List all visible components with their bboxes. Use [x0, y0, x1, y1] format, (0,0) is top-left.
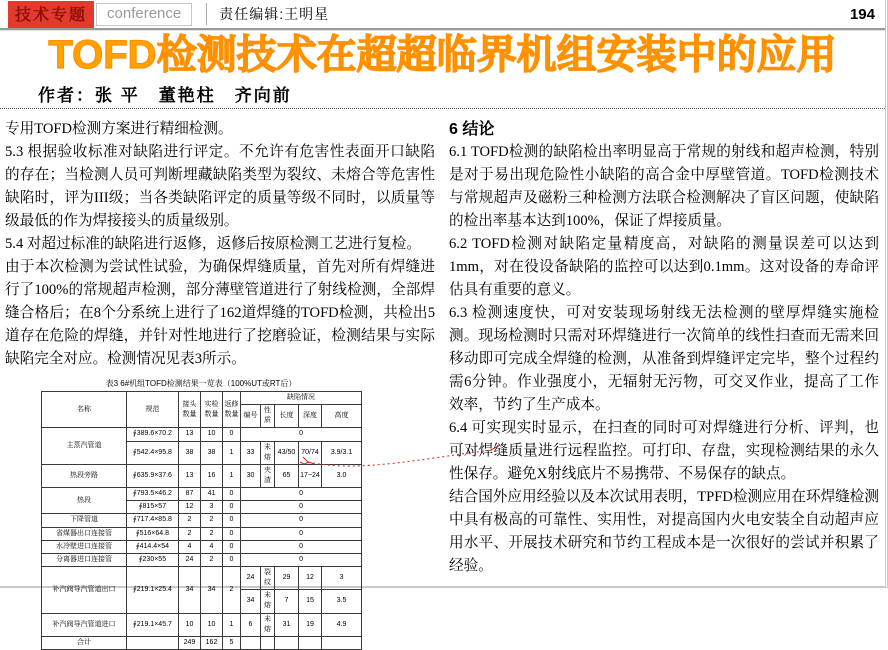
cell-inspected: 2: [201, 527, 223, 540]
col-header-defect-height: 高度: [322, 405, 362, 428]
cell-repaired: 1: [223, 441, 241, 464]
cell-defect-length: 31: [275, 613, 299, 636]
cell-spec: ∮542.4×95.8: [127, 441, 179, 464]
cell-spec: ∮219.1×45.7: [127, 613, 179, 636]
cell-joints: 4: [179, 540, 201, 553]
cell-defect-length: 65: [275, 464, 299, 487]
body-paragraph: 6.2 TOFD检测对缺陷定量精度高，对缺陷的测量误差可以达到1mm，对在役设备缺陷的监控可以达到0.1mm。这对设备的寿命评估具有重要的意义。: [449, 236, 879, 298]
cell-defect-merged: 0: [241, 488, 362, 501]
cell-defect-length: 29: [275, 566, 299, 589]
cell-joints: 87: [179, 488, 201, 501]
cell-spec: ∮793.5×46.2: [127, 488, 179, 501]
cell-defect-merged: 0: [241, 527, 362, 540]
cell-inspected: 3: [201, 501, 223, 514]
body-paragraph: 专用TOFD检测方案进行精细检测。: [5, 121, 233, 137]
cell-inspected: 38: [201, 441, 223, 464]
cell-repaired: 0: [223, 428, 241, 441]
cell-name: 合计: [42, 636, 127, 649]
cell-repaired: 1: [223, 613, 241, 636]
cell-defect-merged: 0: [241, 514, 362, 527]
cell-repaired: 0: [223, 514, 241, 527]
cell-defect-height: 4.9: [322, 613, 362, 636]
cell-defect-nature: 未熔: [261, 441, 275, 464]
cell-repaired: 0: [223, 527, 241, 540]
cell-name: 补汽阀导汽管道进口: [42, 613, 127, 636]
cell-joints: 13: [179, 428, 201, 441]
cell-defect-depth: 12: [299, 566, 322, 589]
col-header-defect-nature: 性质: [261, 405, 275, 428]
cell-inspected: 16: [201, 464, 223, 487]
cell-name: 下降管道: [42, 514, 127, 527]
cell-inspected: 34: [201, 566, 223, 613]
cell-defect-length: [275, 636, 299, 649]
conclusion-heading: 6 结论: [449, 121, 495, 138]
cell-defect-height: 3.0: [322, 464, 362, 487]
cell-joints: 34: [179, 566, 201, 613]
body-paragraph: 6.1 TOFD检测的缺陷检出率明显高于常规的射线和超声检测，特别是对于易出现危险性小缺陷的高合金中厚壁管道。TOFD检测技术与常规超声及磁粉三种检测方法联合检测解决了盲区问题，使缺陷的检出率基本达到100%，保证了焊接质量。: [449, 144, 879, 229]
cell-repaired: 1: [223, 464, 241, 487]
cell-defect-height: [322, 636, 362, 649]
col-header-inspected: 实检数量: [201, 392, 223, 428]
cell-repaired: 0: [223, 501, 241, 514]
authors-line: 作者：张 平 董艳柱 齐向前: [38, 86, 292, 105]
cell-defect-height: 3: [322, 566, 362, 589]
table-row: [42, 540, 362, 553]
cell-defect-depth: 70/74: [299, 441, 322, 464]
cell-defect-no: 6: [241, 613, 261, 636]
cell-repaired: 5: [223, 636, 241, 649]
table-row: [42, 514, 362, 527]
col-header-repaired: 返修数量: [223, 392, 241, 428]
col-header-defect-length: 长度: [275, 405, 299, 428]
results-table: [41, 391, 362, 650]
cell-defect-merged: 0: [241, 553, 362, 566]
cell-spec: ∮230×55: [127, 553, 179, 566]
cell-repaired: 0: [223, 540, 241, 553]
cell-spec: ∮717.4×85.8: [127, 514, 179, 527]
table-total-row: [42, 636, 362, 649]
cell-name: 水冷壁进口连接管: [42, 540, 127, 553]
cell-defect-no: 24: [241, 566, 261, 589]
cell-defect-merged: 0: [241, 540, 362, 553]
col-header-defect-group: 缺陷情况: [241, 392, 362, 405]
left-column: [5, 118, 435, 650]
cell-inspected: 2: [201, 514, 223, 527]
cell-spec: ∮219.1×25.4: [127, 566, 179, 613]
right-column: [449, 118, 879, 650]
cell-inspected: 4: [201, 540, 223, 553]
conference-label: conference: [96, 3, 192, 26]
editor-label: 责任编辑:王明星: [219, 6, 330, 22]
table-row: [42, 527, 362, 540]
results-table-block: [41, 378, 361, 650]
table-row: [42, 613, 362, 636]
cell-defect-nature: 夹渣: [261, 464, 275, 487]
cell-inspected: 10: [201, 613, 223, 636]
topic-badge: 技术专题: [8, 1, 94, 28]
cell-joints: 12: [179, 501, 201, 514]
body-paragraph: 6.4 可实现实时显示，在扫查的同时可对焊缝进行分析、评判，也可对焊缝质量进行远程监控。可打印、存盘，实现检测结果的永久性保存。避免X射线底片不易携带、不易保存的缺点。: [449, 420, 879, 482]
col-header-spec: 规范: [127, 392, 179, 428]
table-header-row: [42, 392, 362, 405]
col-header-defect-no: 编号: [241, 405, 261, 428]
cell-defect-no: 30: [241, 464, 261, 487]
cell-name: 热段旁路: [42, 464, 127, 487]
cell-name: 省煤器出口连接管: [42, 527, 127, 540]
cell-defect-depth: 15: [299, 590, 322, 613]
page-header: [0, 0, 885, 26]
cell-spec: [127, 636, 179, 649]
table-row: [42, 428, 362, 441]
page-number: 194: [849, 5, 875, 23]
two-column-body: [0, 109, 885, 650]
table-row: [42, 464, 362, 487]
cell-defect-nature: 裂纹: [261, 566, 275, 589]
cell-defect-no: 33: [241, 441, 261, 464]
cell-repaired: 2: [223, 566, 241, 613]
table-row: [42, 488, 362, 501]
cell-repaired: 0: [223, 488, 241, 501]
cell-joints: 2: [179, 514, 201, 527]
body-paragraph: 结合国外应用经验以及本次试用表明，TPFD检测应用在环焊缝检测中具有极高的可靠性、实用性，对提高国内火电安装全自动超声应用水平、开展技术研究和节约工程成本是一次很好的尝试并积累了经验。: [449, 489, 879, 574]
cell-inspected: 2: [201, 553, 223, 566]
cell-defect-depth: 19: [299, 613, 322, 636]
body-paragraph: 5.3 根据验收标准对缺陷进行评定。不允许有危害性表面开口缺陷的存在；当检测人员可判断埋藏缺陷类型为裂纹、未熔合等危害性缺陷时，评为III级；当各类缺陷评定的质量等级不同时，以质量等级最低的作为焊接接头的质量级别。: [5, 144, 435, 229]
table-row: [42, 566, 362, 589]
cell-spec: ∮516×64.8: [127, 527, 179, 540]
cell-joints: 10: [179, 613, 201, 636]
cell-defect-height: 3.5: [322, 590, 362, 613]
cell-defect-depth: [299, 636, 322, 649]
cell-defect-depth: 17~24: [299, 464, 322, 487]
cell-inspected: 10: [201, 428, 223, 441]
body-paragraph: 5.4 对超过标准的缺陷进行返修，返修后按原检测工艺进行复检。: [5, 236, 421, 252]
cell-defect-no: [241, 636, 261, 649]
cell-defect-no: 34: [241, 590, 261, 613]
cell-name: 补汽阀导汽管道出口: [42, 566, 127, 613]
cell-joints: 38: [179, 441, 201, 464]
cell-defect-merged: 0: [241, 428, 362, 441]
col-header-name: 名称: [42, 392, 127, 428]
header-divider: [206, 3, 207, 25]
cell-joints: 249: [179, 636, 201, 649]
body-paragraph: 6.3 检测速度快，可对安装现场射线无法检测的壁厚焊缝实施检测。现场检测时只需对环焊缝进行一次简单的线性扫查而无需来回移动即可完成全焊缝的检测，从准备到焊缝评定完毕，整个过程约需6分钟。作业强度小，无辐射无污物，可交叉作业，提高了工作效率，节约了生产成本。: [449, 305, 879, 413]
cell-name: 主蒸汽管道: [42, 428, 127, 464]
cell-defect-length: 7: [275, 590, 299, 613]
cell-name: 热段: [42, 488, 127, 514]
cell-repaired: 0: [223, 553, 241, 566]
cell-name: 分离器进口连接管: [42, 553, 127, 566]
cell-spec: ∮414.4×54: [127, 540, 179, 553]
cell-inspected: 41: [201, 488, 223, 501]
cell-defect-merged: 0: [241, 501, 362, 514]
cell-spec: ∮389.6×70.2: [127, 428, 179, 441]
cell-inspected: 162: [201, 636, 223, 649]
cell-joints: 24: [179, 553, 201, 566]
cell-joints: 13: [179, 464, 201, 487]
table-row: [42, 553, 362, 566]
article-title: TOFD检测技术在超超临界机组安装中的应用: [48, 33, 837, 77]
header-rule: [0, 28, 885, 31]
col-header-defect-depth: 深度: [299, 405, 322, 428]
cell-defect-height: 3.9/3.1: [322, 441, 362, 464]
cell-defect-nature: 未熔: [261, 613, 275, 636]
cell-spec: ∮635.9×37.6: [127, 464, 179, 487]
cell-defect-nature: 未熔: [261, 590, 275, 613]
col-header-joints: 接头数量: [179, 392, 201, 428]
cell-defect-nature: [261, 636, 275, 649]
cell-spec: ∮815×57: [127, 501, 179, 514]
cell-defect-length: 43/50: [275, 441, 299, 464]
cell-joints: 2: [179, 527, 201, 540]
body-paragraph: 由于本次检测为尝试性试验，为确保焊缝质量，首先对所有焊缝进行了100%的常规超声检测，部分薄壁管道进行了射线检测，全部焊缝合格后；在8个分系统上进行了162道焊缝的TOFD检测，共检出5道存在危险的焊缝，并针对性地进行了挖磨验证，检测结果与实际缺陷完全对应。检测情况见表3所示。: [5, 259, 435, 367]
table-caption: 表3 6#机组TOFD检测结果一览表（100%UT或RT后）: [105, 379, 297, 388]
